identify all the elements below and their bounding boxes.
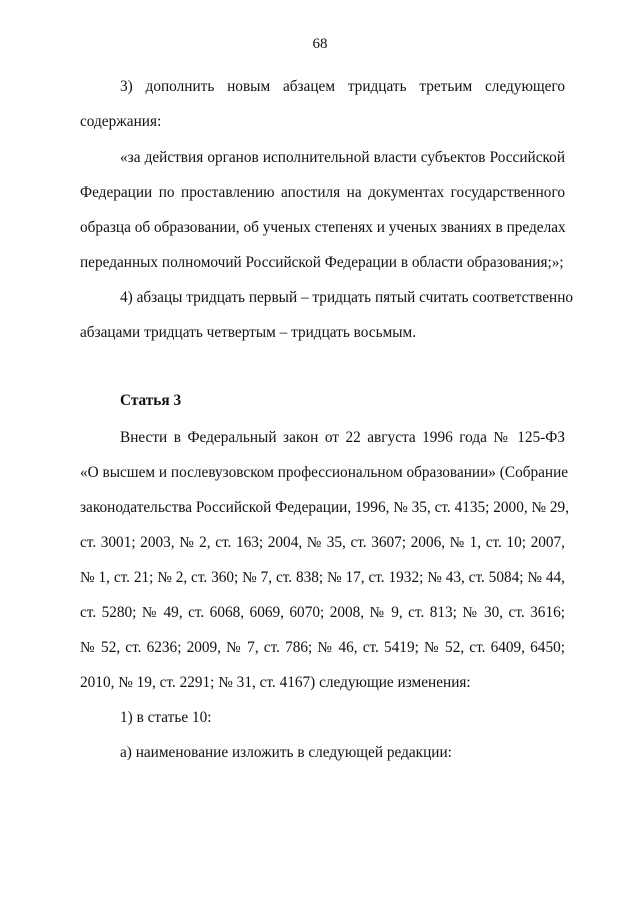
text-line: Федерации по проставлению апостиля на документах государственного (80, 184, 565, 201)
text-line: переданных полномочий Российской Федерации в области образования;»; (80, 254, 564, 271)
text-line: содержания: (80, 113, 162, 130)
text-line: 4) абзацы тридцать первый – тридцать пятый считать соответственно (120, 289, 574, 306)
text-line: ст. 3001; 2003, № 2, ст. 163; 2004, № 35, ст. 3607; 2006, № 1, ст. 10; 2007, (80, 534, 565, 551)
section-heading: Статья 3 (120, 392, 182, 409)
text-line: 3) дополнить новым абзацем тридцать третьим следующего (120, 78, 565, 95)
text-line: «за действия органов исполнительной власти субъектов Российской (120, 149, 565, 166)
page-number: 68 (312, 36, 328, 52)
text-line: «О высшем и послевузовском профессиональном образовании» (Собрание (80, 464, 569, 481)
text-line: ст. 5280; № 49, ст. 6068, 6069, 6070; 2008, № 9, ст. 813; № 30, ст. 3616; (80, 604, 565, 621)
text-line: законодательства Российской Федерации, 1996, № 35, ст. 4135; 2000, № 29, (80, 499, 570, 516)
text-line: образца об образовании, об ученых степенях и ученых званиях в пределах (80, 219, 566, 236)
text-line: 1) в статье 10: (120, 709, 212, 726)
text-line: абзацами тридцать четвертым – тридцать восьмым. (80, 324, 417, 341)
text-line: № 1, ст. 21; № 2, ст. 360; № 7, ст. 838; № 17, ст. 1932; № 43, ст. 5084; № 44, (80, 569, 565, 586)
text-line: № 52, ст. 6236; 2009, № 7, ст. 786; № 46, ст. 5419; № 52, ст. 6409, 6450; (80, 639, 565, 656)
text-line: а) наименование изложить в следующей редакции: (120, 744, 452, 761)
text-line: Внести в Федеральный закон от 22 августа 1996 года № 125-ФЗ (120, 429, 565, 446)
text-line: 2010, № 19, ст. 2291; № 31, ст. 4167) следующие изменения: (80, 674, 471, 691)
